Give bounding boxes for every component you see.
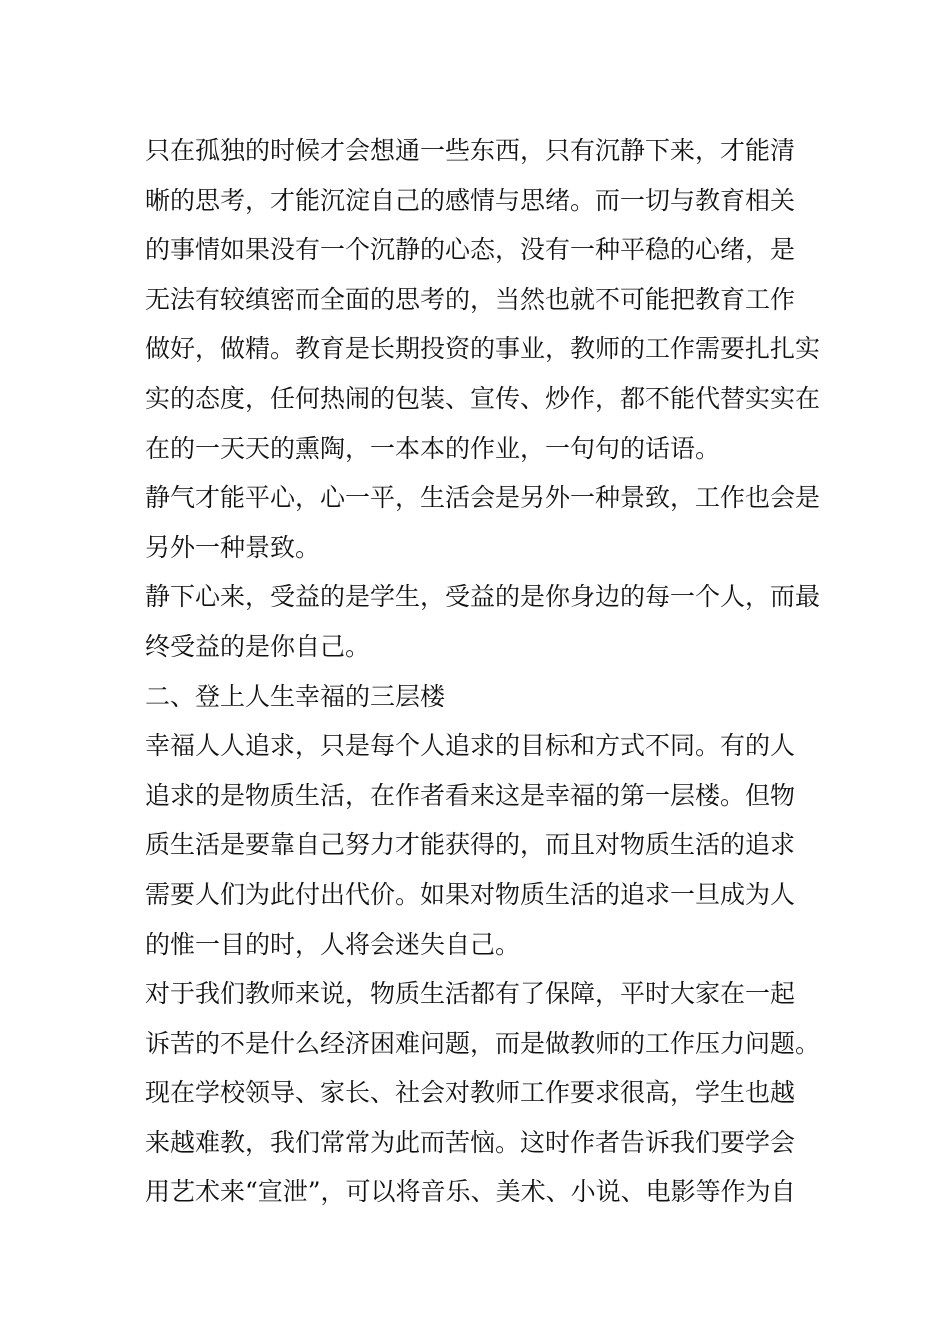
text-line: 另外一种景致。	[145, 532, 321, 562]
text-line: 做好，做精。教育是长期投资的事业，教师的工作需要扎扎实	[145, 334, 821, 364]
text-line: 现在学校领导、家长、社会对教师工作要求很高，学生也越	[145, 1078, 796, 1108]
body-text	[145, 126, 825, 1217]
text-line: 无法有较缜密而全面的思考的，当然也就不可能把教育工作	[145, 284, 796, 314]
text-line: 用艺术来“宣泄”，可以将音乐、美术、小说、电影等作为自	[145, 1177, 796, 1207]
text-line: 追求的是物质生活，在作者看来这是幸福的第一层楼。但物	[145, 780, 796, 810]
text-line: 晰的思考，才能沉淀自己的感情与思绪。而一切与教育相关	[145, 185, 796, 215]
section-heading: 二、登上人生幸福的三层楼	[145, 681, 446, 711]
text-line: 来越难教，我们常常为此而苦恼。这时作者告诉我们要学会	[145, 1127, 796, 1157]
text-line: 实的态度，任何热闹的包装、宣传、炒作，都不能代替实实在	[145, 383, 821, 413]
text-line: 终受益的是你自己。	[145, 631, 371, 661]
text-line: 诉苦的不是什么经济困难问题，而是做教师的工作压力问题。	[145, 1028, 821, 1058]
text-line: 静气才能平心，心一平，生活会是另外一种景致，工作也会是	[145, 483, 821, 513]
text-line: 的事情如果没有一个沉静的心态，没有一种平稳的心绪，是	[145, 235, 796, 265]
text-line: 静下心来，受益的是学生，受益的是你身边的每一个人，而最	[145, 582, 821, 612]
text-line: 的惟一目的时，人将会迷失自己。	[145, 929, 521, 959]
text-line: 只在孤独的时候才会想通一些东西，只有沉静下来，才能清	[145, 136, 796, 165]
text-line: 需要人们为此付出代价。如果对物质生活的追求一旦成为人	[145, 879, 796, 909]
text-line: 质生活是要靠自己努力才能获得的，而且对物质生活的追求	[145, 830, 796, 860]
text-line: 对于我们教师来说，物质生活都有了保障，平时大家在一起	[145, 979, 796, 1009]
text-line: 在的一天天的熏陶，一本本的作业，一句句的话语。	[145, 433, 721, 463]
text-line: 幸福人人追求，只是每个人追求的目标和方式不同。有的人	[145, 731, 796, 761]
